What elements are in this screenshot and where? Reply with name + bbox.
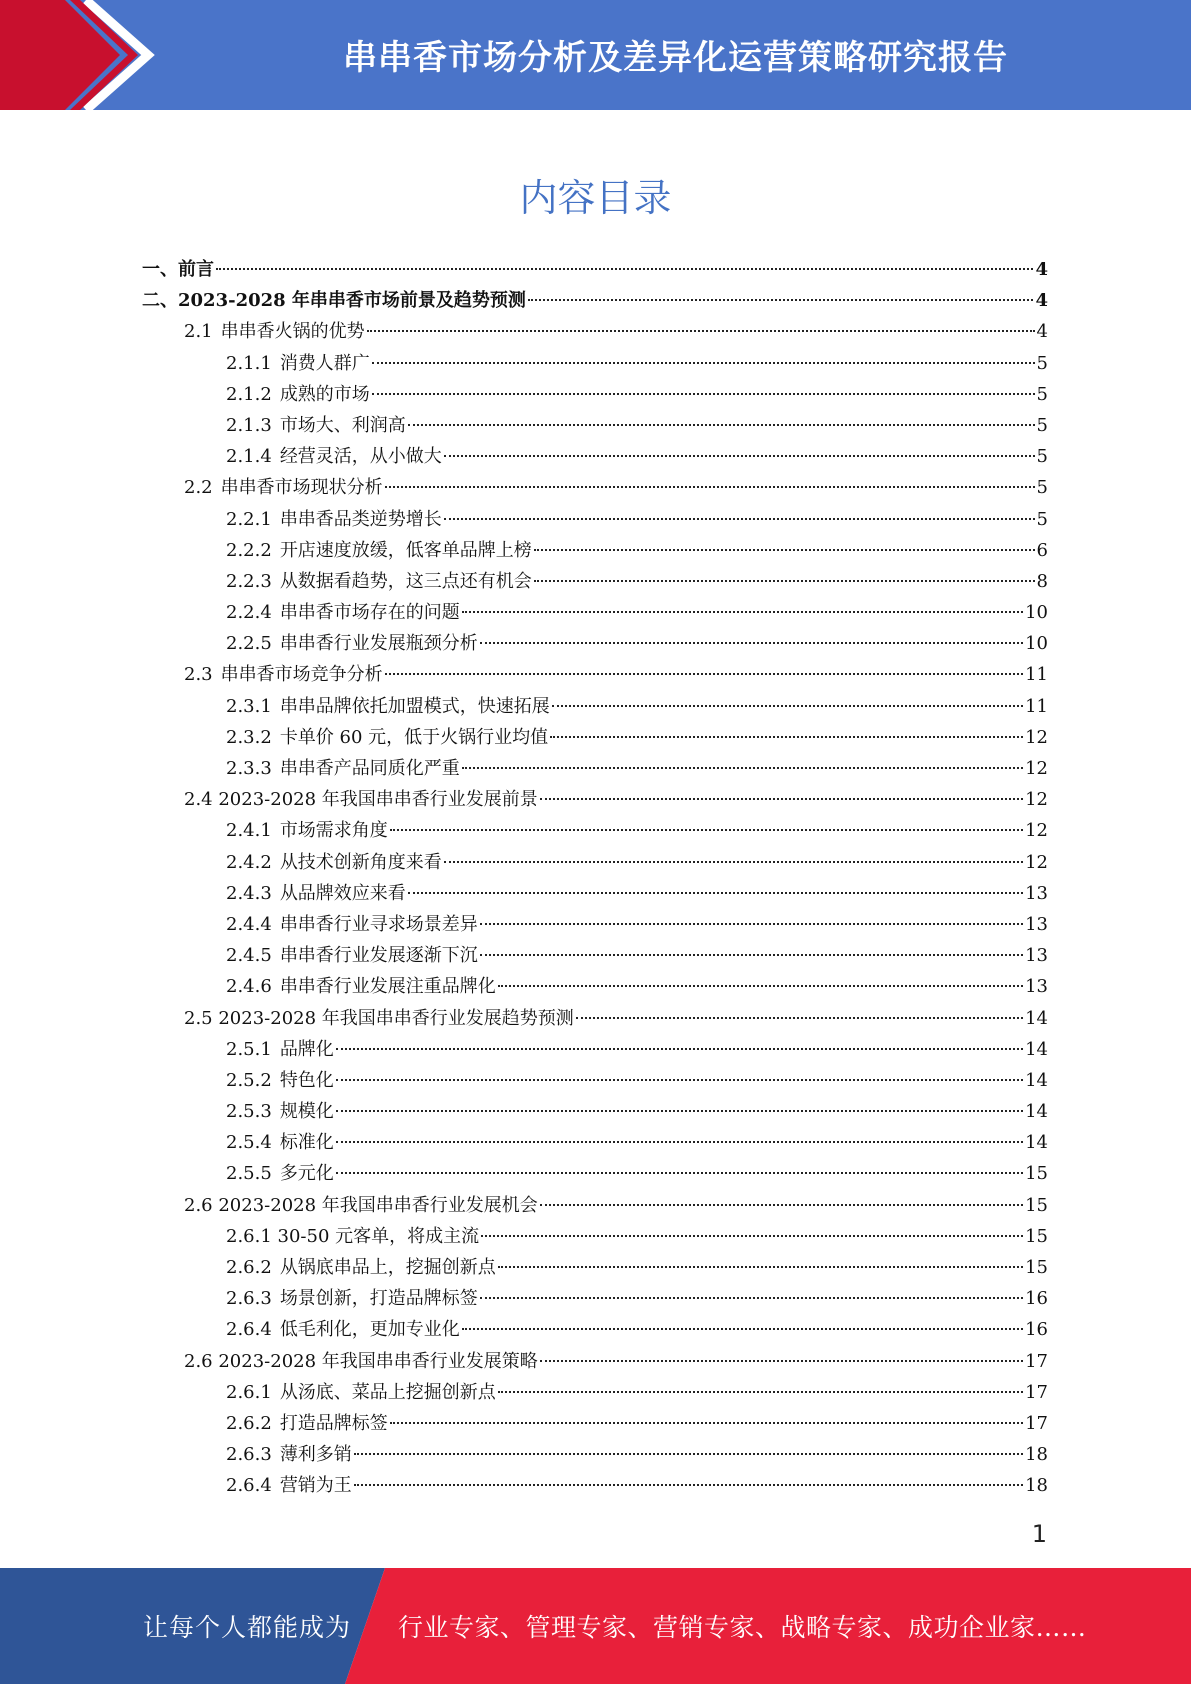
toc-entry-title: 品牌化 [279,1038,334,1060]
toc-entry-number: 2.5.1 [226,1038,272,1060]
toc-entry-title: 串串香市场现状分析 [220,477,383,499]
toc-entry-page: 13 [1025,882,1048,904]
toc-entry-number: 2.2.1 [226,508,272,530]
toc-entry-title: 2.4 2023-2028 年我国串串香行业发展前景 [184,789,538,811]
toc-dot-leader [336,1079,1023,1081]
report-title: 串串香市场分析及差异化运营策略研究报告 [343,38,1008,78]
toc-entry[interactable] [142,504,1048,535]
toc-dot-leader [480,954,1023,956]
toc-entry-number: 2.5.3 [226,1101,272,1123]
toc-entry[interactable] [142,441,1048,472]
toc-dot-leader [444,455,1035,457]
toc-entry-title: 市场需求角度 [279,820,388,842]
toc-entry-number: 2.6.1 [226,1381,272,1403]
toc-entry-title: 薄利多销 [279,1444,352,1466]
toc-entry-page: 6 [1036,539,1048,561]
toc-entry-title: 从汤底、菜品上挖掘创新点 [279,1381,496,1403]
toc-entry-page: 11 [1025,664,1048,686]
toc-entry-page: 13 [1025,913,1048,935]
toc-dot-leader [408,892,1023,894]
toc-dot-leader [354,1453,1023,1455]
toc-entry-number: 2.6.3 [226,1288,272,1310]
toc-entry-page: 5 [1036,446,1048,468]
toc-entry[interactable] [142,909,1048,940]
toc-entry-title: 消费人群广 [279,352,370,374]
toc-entry[interactable] [142,1346,1048,1377]
toc-entry-number: 2.2.3 [226,570,272,592]
toc-entry-title: 串串香行业发展逐渐下沉 [279,945,478,967]
toc-entry[interactable] [142,722,1048,753]
toc-entry-number: 2.3.2 [226,726,272,748]
toc-entry-title: 串串香行业发展注重品牌化 [279,976,496,998]
toc-entry-title: 营销为王 [279,1475,352,1497]
toc-entry-number: 2.3 [184,664,213,686]
toc-entry[interactable] [142,878,1048,909]
toc-entry-number: 2.1.3 [226,414,272,436]
toc-entry-page: 4 [1035,290,1048,312]
toc-entry-title: 从数据看趋势，这三点还有机会 [279,570,532,592]
toc-entry-number: 2.1 [184,321,213,343]
toc-entry-number: 2.4.6 [226,976,272,998]
toc-entry[interactable] [142,1065,1048,1096]
toc-entry-page: 17 [1025,1381,1048,1403]
toc-entry-title: 卡单价 60 元，低于火锅行业均值 [279,726,549,748]
toc-entry-page: 12 [1025,820,1048,842]
toc-entry[interactable] [142,566,1048,597]
toc-entry-page: 15 [1025,1225,1048,1247]
toc-entry-page: 13 [1025,976,1048,998]
toc-entry-number: 2.6.3 [226,1444,272,1466]
toc-entry[interactable] [142,254,1048,285]
toc-entry[interactable] [142,1003,1048,1034]
toc-dot-leader [444,861,1023,863]
toc-dot-leader [540,1204,1023,1206]
toc-entry-page: 18 [1025,1444,1048,1466]
toc-dot-leader [540,1360,1023,1362]
toc-entry[interactable] [142,1377,1048,1408]
toc-entry-page: 16 [1025,1288,1048,1310]
toc-entry-title: 串串香行业寻求场景差异 [279,913,478,935]
toc-entry-title: 打造品牌标签 [279,1412,388,1434]
toc-entry[interactable] [142,379,1048,410]
toc-entry-title: 低毛利化，更加专业化 [279,1319,460,1341]
toc-entry-title: 场景创新，打造品牌标签 [279,1288,478,1310]
toc-entry[interactable] [142,1158,1048,1189]
toc-entry-number: 2.1.4 [226,446,272,468]
toc-dot-leader [480,1297,1023,1299]
toc-entry[interactable] [142,628,1048,659]
toc-entry-page: 5 [1036,508,1048,530]
toc-entry-page: 5 [1036,414,1048,436]
toc-dot-leader [480,642,1023,644]
toc-dot-leader [336,1048,1023,1050]
toc-entry-page: 12 [1025,851,1048,873]
toc-entry-page: 15 [1025,1257,1048,1278]
toc-entry[interactable] [142,285,1048,316]
toc-dot-leader [534,549,1035,551]
toc-entry-page: 14 [1025,1101,1048,1123]
toc-entry[interactable] [142,659,1048,690]
toc-entry[interactable] [142,410,1048,441]
page-number: 1 [1031,1520,1047,1548]
toc-entry-title: 标准化 [279,1132,334,1154]
toc-entry-page: 14 [1025,1132,1048,1154]
toc-entry-title: 特色化 [279,1069,334,1091]
toc-entry-number: 2.1.2 [226,383,272,405]
toc-entry-page: 15 [1025,1163,1048,1185]
toc-dot-leader [336,1141,1023,1143]
toc-dot-leader [576,1017,1023,1019]
toc-dot-leader [462,611,1023,613]
toc-entry-number: 2.4.4 [226,913,272,935]
toc-entry-title: 串串香市场存在的问题 [279,602,460,624]
toc-dot-leader [372,393,1035,395]
toc-dot-leader [462,1328,1023,1330]
toc-dot-leader [498,1391,1023,1393]
toc-entry-page: 10 [1025,633,1048,655]
toc-entry[interactable] [142,535,1048,566]
toc-dot-leader [385,486,1035,488]
toc-dot-leader [390,1422,1023,1424]
toc-entry-number: 2.4.5 [226,945,272,967]
toc-entry[interactable] [142,1408,1048,1439]
toc-entry-page: 14 [1025,1069,1048,1091]
toc-entry-title: 规模化 [279,1101,334,1123]
toc-entry[interactable] [142,1221,1048,1252]
toc-entry-number: 2.3.3 [226,758,272,779]
toc-dot-leader [540,798,1023,800]
toc-dot-leader [336,1172,1023,1174]
toc-entry-title: 一、前言 [142,259,214,280]
toc-entry[interactable] [142,971,1048,1002]
toc-entry[interactable] [142,940,1048,971]
toc-entry[interactable] [142,691,1048,722]
toc-dot-leader [354,1484,1023,1486]
toc-entry-title: 串串香行业发展瓶颈分析 [279,633,478,655]
toc-entry-page: 14 [1025,1007,1048,1029]
toc-entry-title: 二、2023-2028 年串串香市场前景及趋势预测 [142,290,526,312]
toc-dot-leader [552,705,1023,707]
toc-entry-page: 12 [1025,726,1048,748]
toc-entry-page: 14 [1025,1038,1048,1060]
toc-entry-page: 5 [1036,383,1048,405]
toc-entry-title: 经营灵活，从小做大 [279,446,442,468]
toc-entry-title: 2.6.1 30-50 元客单，将成主流 [226,1225,480,1247]
toc-entry[interactable] [142,597,1048,628]
toc-entry-title: 串串香产品同质化严重 [279,758,460,779]
toc-entry[interactable] [142,1314,1048,1345]
toc-entry-number: 2.6.2 [226,1412,272,1434]
toc-entry-title: 从锅底串品上，挖掘创新点 [279,1257,496,1278]
toc-entry[interactable] [142,1127,1048,1158]
toc-entry[interactable] [142,1439,1048,1470]
toc-entry-page: 12 [1025,758,1048,779]
toc-heading: 内容目录 [519,176,672,220]
toc-entry-number: 2.6.2 [226,1257,272,1278]
toc-dot-leader [408,424,1035,426]
toc-dot-leader [390,829,1023,831]
toc-entry[interactable] [142,316,1048,347]
toc-entry[interactable] [142,1034,1048,1065]
header-banner [0,0,1191,110]
toc-entry-page: 12 [1025,789,1048,811]
toc-entry-number: 2.1.1 [226,352,272,374]
toc-entry-title: 串串香品类逆势增长 [279,508,442,530]
toc-entry-number: 2.5.5 [226,1163,272,1185]
toc-entry-number: 2.6.4 [226,1319,272,1341]
toc-entry-title: 2.5 2023-2028 年我国串串香行业发展趋势预测 [184,1007,574,1029]
toc-entry[interactable] [142,1283,1048,1314]
toc-entry-number: 2.2 [184,477,213,499]
toc-dot-leader [336,1110,1023,1112]
toc-dot-leader [528,299,1034,301]
toc-entry-page: 8 [1036,570,1048,592]
toc-entry-number: 2.5.2 [226,1069,272,1091]
toc-entry[interactable] [142,1190,1048,1221]
footer-slogan-left: 让每个人都能成为 [143,1613,352,1642]
toc-entry-number: 2.2.2 [226,539,272,561]
toc-entry-number: 2.5.4 [226,1132,272,1154]
toc-entry-number: 2.2.4 [226,602,272,624]
toc-dot-leader [367,330,1035,332]
toc-dot-leader [216,268,1033,270]
toc-entry-title: 从技术创新角度来看 [279,851,442,873]
toc-entry-page: 13 [1025,945,1048,967]
toc-entry[interactable] [142,1252,1048,1283]
toc-entry-title: 开店速度放缓，低客单品牌上榜 [279,539,532,561]
toc-entry-title: 从品牌效应来看 [279,882,406,904]
toc-entry[interactable] [142,1470,1048,1501]
toc-entry-page: 4 [1036,321,1048,343]
toc-entry-number: 2.2.5 [226,633,272,655]
toc-dot-leader [498,1266,1023,1268]
toc-entry-number: 2.3.1 [226,695,272,717]
toc-entry-title: 串串香火锅的优势 [220,321,365,343]
toc-entry-number: 2.6.4 [226,1475,272,1497]
toc-entry-title: 2.6 2023-2028 年我国串串香行业发展策略 [184,1350,538,1372]
toc-entry-page: 4 [1035,259,1048,280]
footer-banner [0,1568,1191,1684]
toc-entry-title: 成熟的市场 [279,383,370,405]
toc-dot-leader [444,518,1035,520]
toc-dot-leader [372,362,1035,364]
toc-entry-title: 串串香市场竞争分析 [220,664,383,686]
toc-entry-number: 2.4.2 [226,851,272,873]
toc-entry-title: 串串品牌依托加盟模式，快速拓展 [279,695,550,717]
toc-dot-leader [462,767,1023,769]
toc-entry-page: 17 [1025,1350,1048,1372]
toc-dot-leader [481,1235,1023,1237]
toc-entry-page: 16 [1025,1319,1048,1341]
toc-entry-page: 10 [1025,602,1048,624]
toc-entry[interactable] [142,815,1048,846]
toc-entry[interactable] [142,753,1048,784]
toc-entry-title: 2.6 2023-2028 年我国串串香行业发展机会 [184,1194,538,1216]
toc-dot-leader [550,736,1023,738]
toc-entry-page: 18 [1025,1475,1048,1497]
toc-entry-number: 2.4.3 [226,882,272,904]
toc-entry-title: 多元化 [279,1163,334,1185]
toc-entry-page: 11 [1025,695,1048,717]
toc-entry[interactable] [142,847,1048,878]
toc-entry[interactable] [142,1096,1048,1127]
footer-slogan-right: 行业专家、管理专家、营销专家、战略专家、成功企业家…… [398,1613,1087,1642]
toc-entry-title: 市场大、利润高 [279,414,406,436]
toc-entry[interactable] [142,348,1048,379]
toc-dot-leader [498,985,1023,987]
toc-dot-leader [385,673,1023,675]
table-of-contents [142,254,1048,1502]
toc-entry-page: 15 [1025,1194,1048,1216]
toc-entry-page: 5 [1036,477,1048,499]
toc-entry[interactable] [142,784,1048,815]
toc-entry-page: 5 [1036,352,1048,374]
toc-entry-number: 2.4.1 [226,820,272,842]
toc-entry[interactable] [142,472,1048,503]
toc-entry-page: 17 [1025,1412,1048,1434]
toc-dot-leader [534,580,1035,582]
toc-dot-leader [480,923,1023,925]
